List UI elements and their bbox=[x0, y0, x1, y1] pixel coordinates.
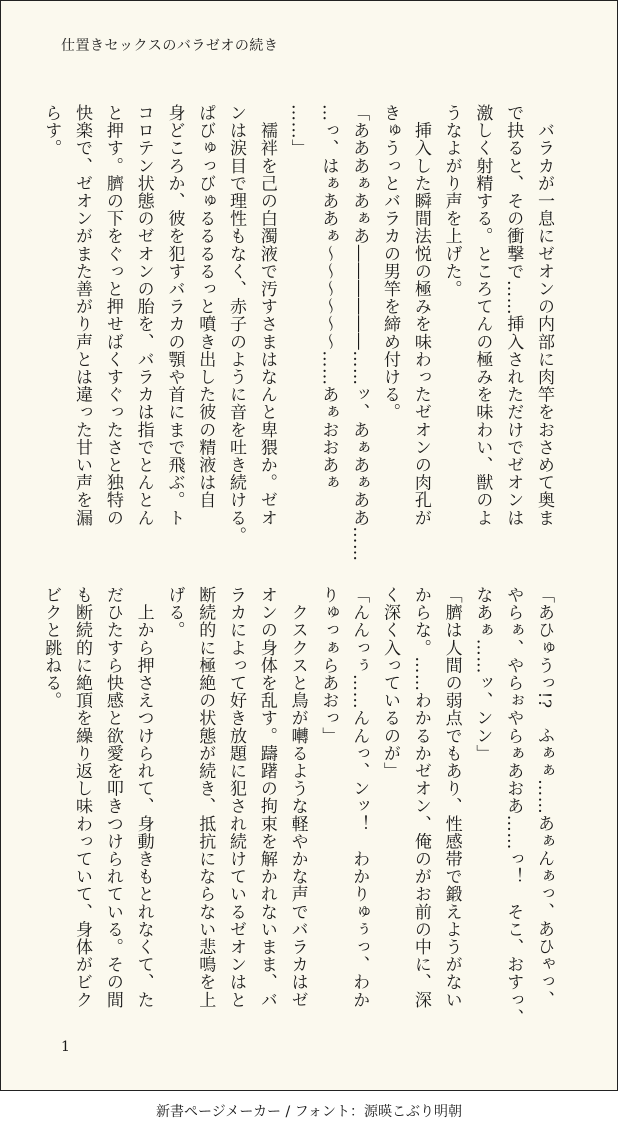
text-line: りゅっぁらあおっ」 bbox=[318, 586, 339, 745]
text-line: 「あひゅうっ!? ふぁぁ……あぁんぁっ、あひゃっ、 bbox=[534, 586, 554, 1008]
text-line: やらぁ、やらぉやらぁあおあ……っ！ そこ、おすっ、 bbox=[503, 586, 524, 1026]
text-line: と押す。臍の下をぐっと押せばくすぐったさと独特の bbox=[102, 104, 123, 527]
text-line: 断続的に極絶の状態が続き、抵抗にならない悲鳴を上 bbox=[195, 586, 216, 1009]
text-line: 「あああぁあぁあ――――――……ッ、あぁあぁああ…… bbox=[349, 104, 370, 562]
text-line: 「臍は人間の弱点でもあり、性感帯で鍛えようがない bbox=[441, 586, 462, 1009]
lower-text-column bbox=[41, 586, 559, 1026]
text-line: …っ、はぁああぁ～～～～～～……あぁおおあぁ bbox=[318, 104, 339, 492]
text-line: バラカが一息にゼオンの内部に肉竿をおさめて奥ま bbox=[534, 104, 554, 527]
text-line: ……」 bbox=[287, 104, 308, 157]
text-line: も断続的に絶頂を繰り返し味わっていて、身体がビク bbox=[72, 586, 93, 1009]
text-line: オンの身体を乱す。躊躇の拘束を解かれないまま、バ bbox=[256, 586, 277, 1009]
text-line: 「んんっぅ……んんっ、ンッ！ わかりゅぅっ、わか bbox=[349, 586, 370, 1009]
text-line: ンは涙目で理性もなく、赤子のように音を吐き続ける。 bbox=[226, 104, 247, 544]
text-line: 身どころか、彼を犯すバラカの顎や首にまで飛ぶ。ト bbox=[164, 104, 185, 527]
text-line: クスクスと鳥が囀るような軽やかな声でバラカはゼ bbox=[287, 586, 308, 1009]
text-line: なあぁ……ッ、ンン」 bbox=[472, 586, 493, 762]
text-line: からな。……わかるかゼオン、俺のがお前の中に、深 bbox=[410, 586, 431, 1009]
text-line: 快楽で、ゼオンがまた善がり声とは違った甘い声を漏 bbox=[72, 104, 93, 527]
running-title: 仕置きセックスのバラゼオの続き bbox=[61, 38, 279, 54]
text-line: 激しく射精する。ところてんの極みを味わい、獣のよ bbox=[472, 104, 493, 527]
text-line: く深く入っているのが」 bbox=[380, 586, 401, 780]
footer-credit: 新書ページメーカー / フォント：源暎こぶり明朝 bbox=[156, 1104, 462, 1120]
text-line: らす。 bbox=[41, 104, 62, 157]
upper-text-column bbox=[41, 104, 559, 562]
text-line: ラカによって好き放題に犯され続けているゼオンはと bbox=[226, 586, 247, 1009]
text-line: 挿入した瞬間法悦の極みを味わったゼオンの肉孔が bbox=[410, 104, 431, 527]
text-line: で抉ると、その衝撃で……挿入されただけでゼオンは bbox=[503, 104, 524, 527]
text-line: ぱびゅっびゅるるるるっと噴き出した彼の精液は自 bbox=[195, 104, 216, 509]
text-line: 上から押さえつけられて、身動きもとれなくて、た bbox=[133, 586, 154, 1009]
text-line: げる。 bbox=[164, 586, 185, 639]
text-line: ビクと跳ねる。 bbox=[41, 586, 62, 710]
text-line: だひたすら快感と欲愛を叩きつけられている。その間 bbox=[102, 586, 123, 1009]
page-number: 1 bbox=[61, 1039, 70, 1055]
text-line: コロテン状態のゼオンの胎を、バラカは指でとんとん bbox=[133, 104, 154, 527]
text-line: 襦袢を己の白濁液で汚すさまはなんと卑猥か。ゼオ bbox=[256, 104, 277, 527]
text-line: きゅうっとバラカの男竿を締め付ける。 bbox=[380, 104, 401, 421]
text-line: うなよがり声を上げた。 bbox=[441, 104, 462, 298]
